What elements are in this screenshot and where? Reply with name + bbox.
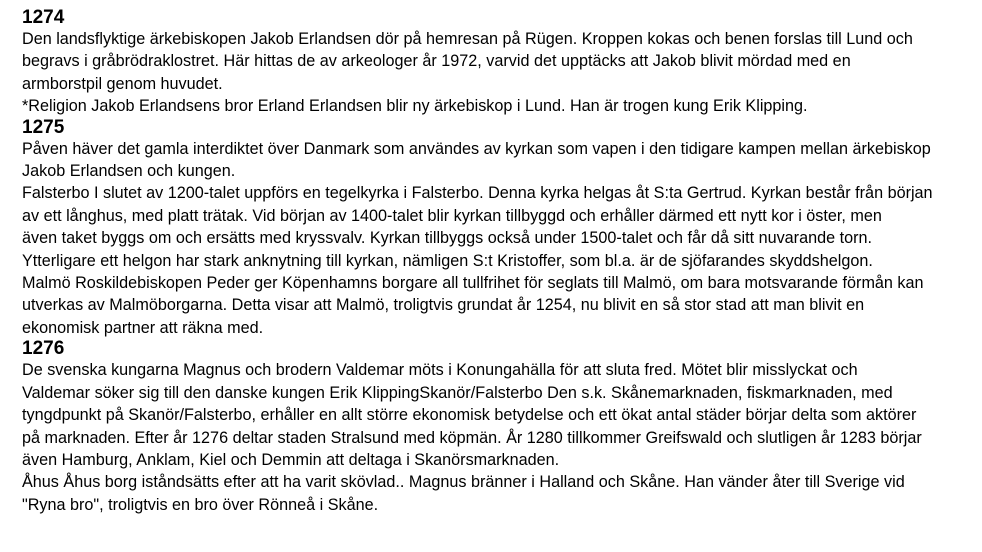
document-page (22, 8, 972, 516)
text-line: *Religion Jakob Erlandsens bror Erland Erlandsen blir ny ärkebiskop i Lund. Han är trogen kung Erik Klipping. (22, 97, 808, 116)
text-line: Åhus Åhus borg iståndsätts efter att ha varit skövlad.. Magnus bränner i Halland och Skåne. Han vänder åter till Sverige vid (22, 473, 905, 492)
text-line: på marknaden. Efter år 1276 deltar staden Stralsund med köpmän. År 1280 tillkommer Greifswald och slutligen år 1283 börjar (22, 428, 922, 447)
paragraph (22, 28, 972, 95)
paragraph (22, 272, 972, 339)
text-line: Ytterligare ett helgon har stark anknytning till kyrkan, nämligen S:t Kristoffer, som bl.a. är de sjöfarandes skyddshelgon. (22, 251, 873, 270)
text-line: armborstpil genom huvudet. (22, 74, 223, 93)
text-line: "Ryna bro", troligtvis en bro över Rönneå i Skåne. (22, 495, 379, 514)
year-heading: 1274 (22, 7, 65, 28)
text-line: av ett långhus, med platt trätak. Vid början av 1400-talet blir kyrkan tillbyggd och erhåller därmed ett nytt kor i öster, men (22, 206, 882, 225)
paragraph (22, 182, 972, 272)
text-line: Den landsflyktige ärkebiskopen Jakob Erlandsen dör på hemresan på Rügen. Kroppen kokas och benen forslas till Lund och (22, 30, 913, 48)
year-section-1276 (22, 339, 972, 516)
paragraph (22, 95, 972, 117)
paragraph (22, 359, 972, 471)
year-heading: 1276 (22, 338, 65, 360)
year-section-1274 (22, 8, 972, 118)
text-line: Falsterbo I slutet av 1200-talet uppförs en tegelkyrka i Falsterbo. Denna kyrka helgas åt S:ta Gertrud. Kyrkan består från början (22, 184, 933, 203)
text-line: även Hamburg, Anklam, Kiel och Demmin att deltaga i Skanörsmarknaden. (22, 450, 560, 469)
text-line: Malmö Roskildebiskopen Peder ger Köpenhamns borgare all tullfrihet för seglats till Malmö, om bara motsvarande förmån kan (22, 274, 924, 293)
text-line: Valdemar söker sig till den danske kungen Erik KlippingSkanör/Falsterbo Den s.k. Skånemarknaden, fiskmarknaden, med (22, 383, 893, 402)
text-line: Påven häver det gamla interdiktet över Danmark som användes av kyrkan som vapen i den tidigare kampen mellan ärkebiskop (22, 139, 931, 158)
text-line: utverkas av Malmöborgarna. Detta visar att Malmö, troligtvis grundat år 1254, nu blivit en så stor stad att man blivit en (22, 296, 865, 315)
paragraph (22, 471, 972, 516)
text-line: Jakob Erlandsen och kungen. (22, 162, 236, 181)
text-line: ekonomisk partner att räkna med. (22, 318, 264, 337)
year-heading: 1275 (22, 116, 65, 138)
paragraph (22, 138, 972, 183)
text-line: tyngdpunkt på Skanör/Falsterbo, erhåller en allt större ekonomisk betydelse och ett ökat antal städer börjar delta som aktörer (22, 406, 917, 425)
text-line: De svenska kungarna Magnus och brodern Valdemar möts i Konungahälla för att sluta fred. Mötet blir misslyckat och (22, 361, 858, 380)
text-line: begravs i gråbrödraklostret. Här hittas de av arkeologer år 1972, varvid det upptäcks att Jakob blivit mördad med en (22, 52, 851, 71)
year-section-1275 (22, 118, 972, 340)
text-line: även taket byggs om och ersätts med kryssvalv. Kyrkan tillbyggs också under 1500-talet och får då sitt nuvarande torn. (22, 229, 872, 248)
